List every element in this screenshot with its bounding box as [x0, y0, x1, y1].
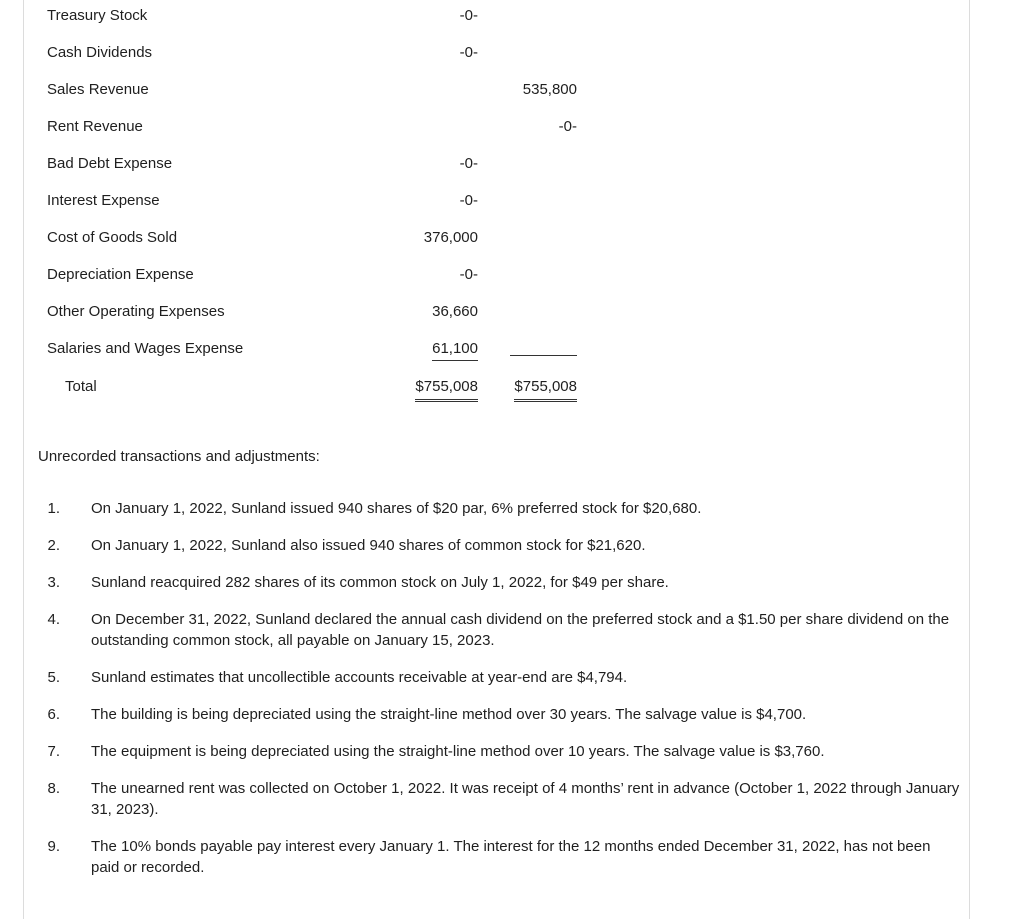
tb-credit-value: 535,800	[522, 81, 577, 98]
tb-row-cash-dividends	[24, 38, 624, 62]
list-item-text: On January 1, 2022, Sunland also issued 940 shares of common stock for $21,620.	[91, 537, 646, 554]
list-item-number: 4.	[47, 611, 60, 628]
list-item-number: 9.	[47, 838, 60, 855]
tb-total-credit: $755,008	[514, 377, 577, 402]
tb-debit-value: -0-	[459, 266, 478, 283]
adjustments-heading: Unrecorded transactions and adjustments:	[38, 448, 320, 465]
tb-row-cost-of-goods-sold	[24, 223, 624, 247]
list-item-number: 5.	[47, 669, 60, 686]
list-item-number: 1.	[47, 500, 60, 517]
tb-account-label: Cash Dividends	[47, 44, 153, 61]
tb-debit-value: 376,000	[423, 229, 478, 246]
tb-account-label: Other Operating Expenses	[47, 303, 225, 320]
tb-account-label: Treasury Stock	[47, 7, 148, 24]
tb-account-label: Depreciation Expense	[47, 266, 194, 283]
tb-account-label: Bad Debt Expense	[47, 155, 173, 172]
list-item-text: The equipment is being depreciated using the straight-line method over 10 years. The salvage value is $3,760.	[91, 743, 825, 760]
list-item-text: The building is being depreciated using the straight-line method over 30 years. The salvage value is $4,700.	[91, 706, 807, 723]
credit-column-underline	[510, 355, 577, 356]
list-item-text: On December 31, 2022, Sunland declared the annual cash dividend on the preferred stock and a $1.50 per share dividend on the outstanding common stock, all payable on January 15, 2023.	[91, 611, 950, 649]
tb-account-label: Cost of Goods Sold	[47, 229, 178, 246]
tb-row-depreciation-expense	[24, 260, 624, 284]
tb-total-label: Total	[65, 378, 97, 395]
tb-row-sales-revenue	[24, 75, 624, 99]
tb-row-bad-debt-expense	[24, 149, 624, 173]
list-item-text: Sunland estimates that uncollectible accounts receivable at year-end are $4,794.	[91, 669, 628, 686]
tb-debit-value: -0-	[459, 155, 478, 172]
tb-account-label: Interest Expense	[47, 192, 160, 209]
tb-account-label: Salaries and Wages Expense	[47, 340, 244, 357]
tb-account-label: Sales Revenue	[47, 81, 149, 98]
list-item-number: 6.	[47, 706, 60, 723]
list-item-text: The 10% bonds payable pay interest every January 1. The interest for the 12 months ended December 31, 2022, has not been paid or recorded.	[91, 838, 931, 876]
list-item-text: The unearned rent was collected on October 1, 2022. It was receipt of 4 months’ rent in advance (October 1, 2022 through January 31, 2023).	[91, 780, 960, 818]
tb-debit-value: 36,660	[432, 303, 478, 320]
tb-account-label: Rent Revenue	[47, 118, 143, 135]
tb-row-other-operating-expenses	[24, 297, 624, 321]
tb-debit-value: -0-	[459, 44, 478, 61]
tb-row-treasury-stock	[24, 1, 624, 25]
tb-debit-value: 61,100	[432, 339, 478, 361]
list-item-text: On January 1, 2022, Sunland issued 940 shares of $20 par, 6% preferred stock for $20,680.	[91, 500, 702, 517]
tb-debit-value: -0-	[459, 192, 478, 209]
list-item-text: Sunland reacquired 282 shares of its common stock on July 1, 2022, for $49 per share.	[91, 574, 669, 591]
list-item-number: 8.	[47, 780, 60, 797]
tb-credit-value: -0-	[558, 118, 577, 135]
list-item-number: 2.	[47, 537, 60, 554]
list-item-number: 7.	[47, 743, 60, 760]
list-item-number: 3.	[47, 574, 60, 591]
tb-total-debit: $755,008	[415, 377, 478, 402]
tb-row-rent-revenue	[24, 112, 624, 136]
tb-row-total	[24, 372, 624, 396]
tb-row-interest-expense	[24, 186, 624, 210]
content-panel	[23, 0, 970, 919]
tb-debit-value: -0-	[459, 7, 478, 24]
